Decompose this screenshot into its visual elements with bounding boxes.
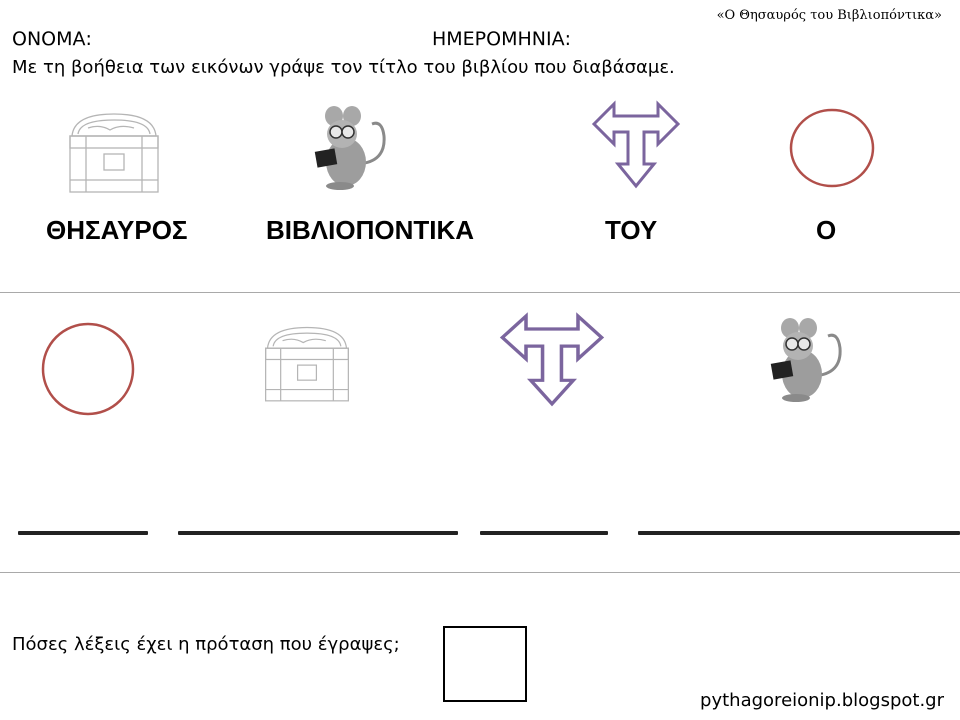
answer-blank-1[interactable] bbox=[18, 531, 148, 535]
two-way-arrow-icon bbox=[592, 102, 680, 188]
word-treasure: ΘΗΣΑΥΡΟΣ bbox=[46, 215, 188, 245]
date-label: ΗΜΕΡΟΜΗΝΙΑ: bbox=[432, 28, 571, 50]
word-bookworm: ΒΙΒΛΙΟΠΟΝΤΙΚΑ bbox=[266, 215, 474, 245]
word-the: Ο bbox=[816, 215, 837, 245]
word-count-answer-box[interactable] bbox=[443, 626, 527, 702]
instruction-text: Με τη βοήθεια των εικόνων γράψε τον τίτλο του βιβλίου που διαβάσαμε. bbox=[12, 57, 675, 78]
divider-bottom bbox=[0, 572, 960, 573]
answer-blank-4[interactable] bbox=[638, 531, 960, 535]
divider-top bbox=[0, 292, 960, 293]
bookworm-mouse-icon bbox=[300, 104, 394, 194]
word-count-question: Πόσες λέξεις έχει η πρόταση που έγραψες; bbox=[12, 634, 400, 655]
book-title: «Ο Θησαυρός του Βιβλιοπόντικα» bbox=[716, 8, 942, 23]
footer-url: pythagoreionip.blogspot.gr bbox=[700, 690, 944, 711]
treasure-chest-icon bbox=[260, 322, 354, 412]
answer-blank-2[interactable] bbox=[178, 531, 458, 535]
circle-icon bbox=[789, 108, 875, 188]
word-of: ΤΟΥ bbox=[605, 215, 658, 245]
circle-icon bbox=[40, 322, 136, 416]
name-label: ΟΝΟΜΑ: bbox=[12, 28, 92, 50]
treasure-chest-icon bbox=[64, 110, 164, 202]
answer-blank-3[interactable] bbox=[480, 531, 608, 535]
two-way-arrow-icon bbox=[500, 314, 604, 406]
bookworm-mouse-icon bbox=[756, 316, 850, 406]
